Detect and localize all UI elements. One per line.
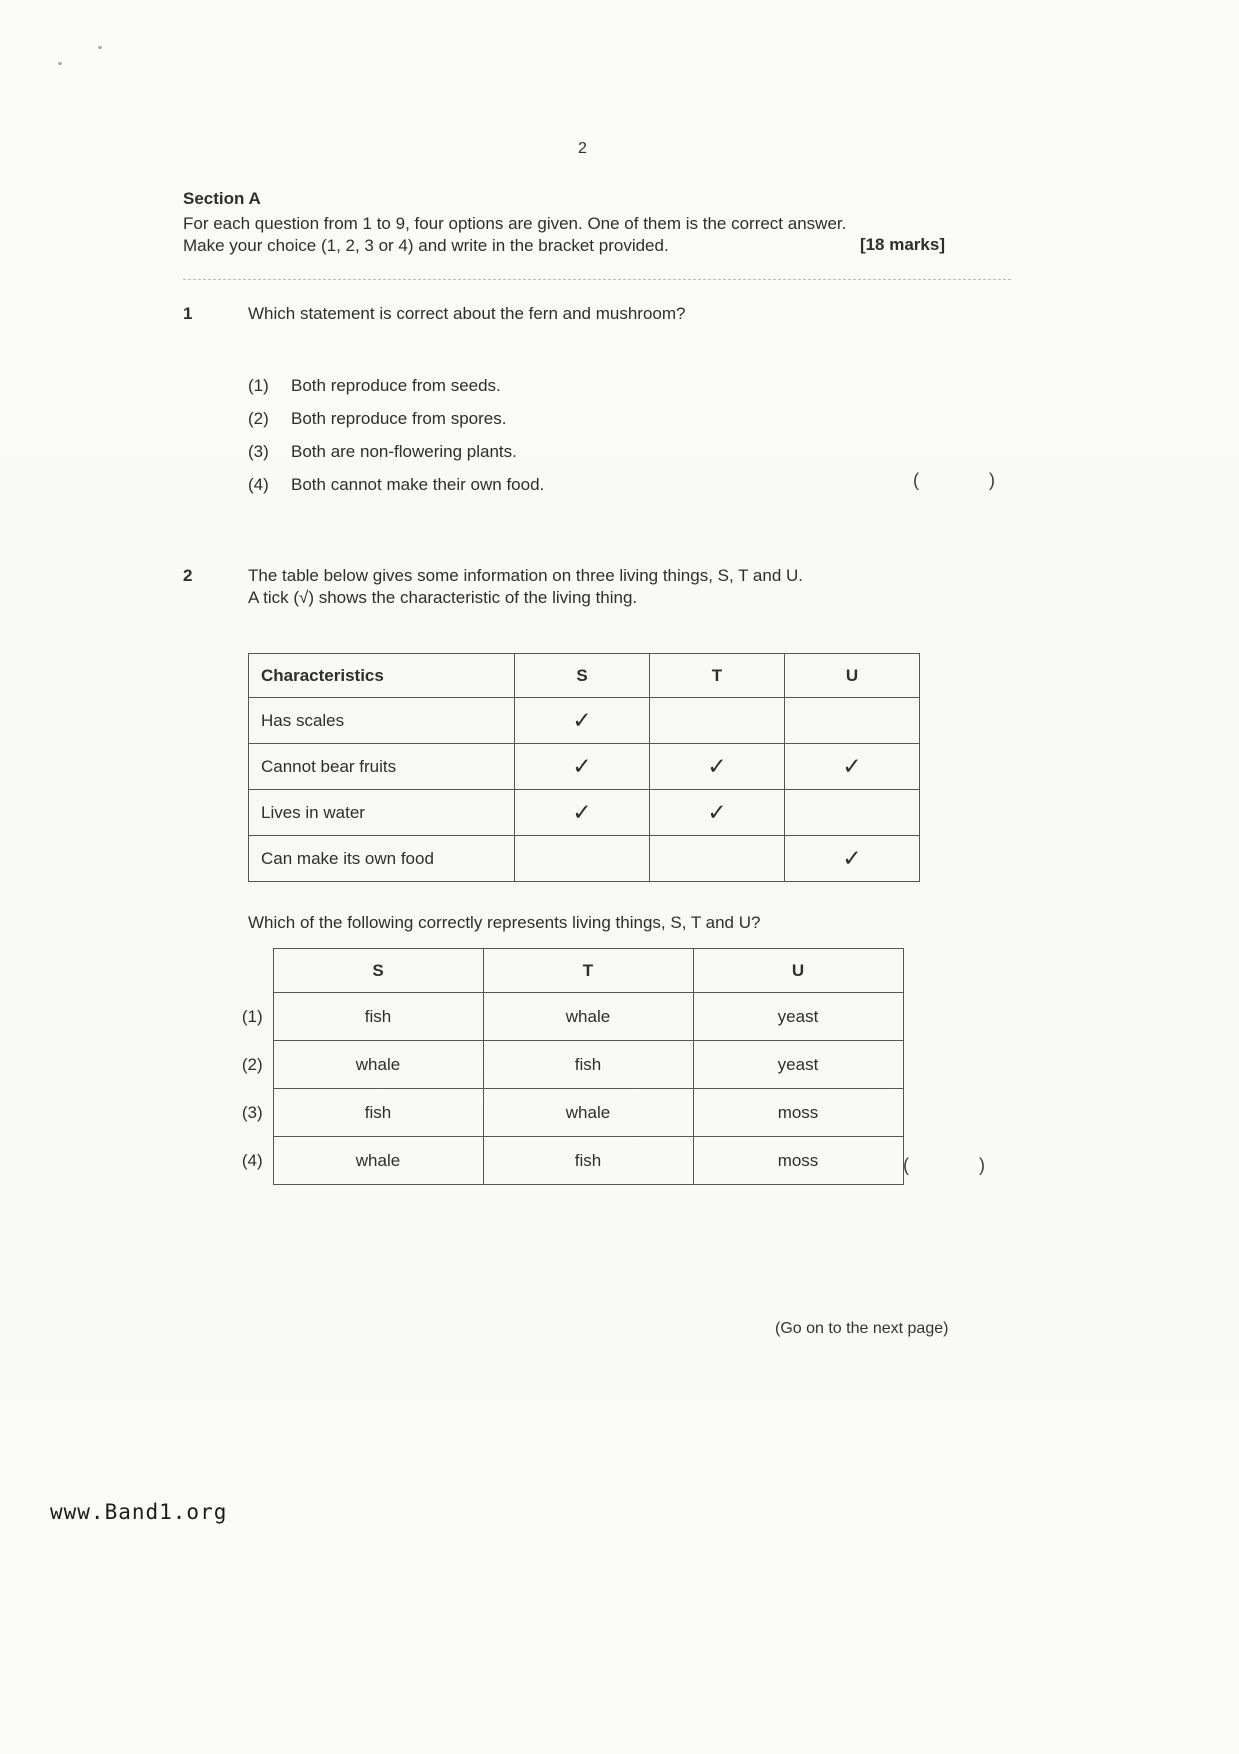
page-number: 2 <box>578 140 587 157</box>
header-u: U <box>785 654 920 698</box>
scan-speck <box>98 46 102 49</box>
section-instructions <box>183 213 945 257</box>
cell-u: moss <box>693 1137 903 1185</box>
tick-cell-s <box>515 836 650 882</box>
section-title: Section A <box>183 189 261 208</box>
option-label: (2) <box>248 409 269 428</box>
answer-bracket-q1 <box>913 470 995 491</box>
instruction-line: For each question from 1 to 9, four options are given. One of them is the correct answer. <box>183 214 847 233</box>
tick-cell-t <box>650 698 785 744</box>
bracket-open: ( <box>913 470 919 490</box>
question-text-line: The table below gives some information on three living things, S, T and U. <box>248 566 804 585</box>
characteristics-table <box>248 653 920 882</box>
cell-u: moss <box>693 1089 903 1137</box>
answer-bracket-q2 <box>903 1155 985 1176</box>
cell-s: whale <box>273 1041 483 1089</box>
header-s: S <box>273 949 483 993</box>
table-row <box>236 993 903 1041</box>
question-1 <box>183 303 1183 507</box>
table-header-row <box>249 654 920 698</box>
tick-cell-u <box>785 790 920 836</box>
row-label: (3) <box>241 1102 263 1122</box>
table-row <box>249 744 920 790</box>
table-row <box>249 698 920 744</box>
scan-artifact-line <box>183 279 1011 280</box>
header-u: U <box>693 949 903 993</box>
question-text: Which statement is correct about the fern and mushroom? <box>248 304 686 323</box>
characteristic-cell: Has scales <box>249 698 515 744</box>
cell-t: whale <box>483 993 693 1041</box>
question-text-line: A tick (√) shows the characteristic of the living thing. <box>248 588 638 607</box>
cell-t: fish <box>483 1137 693 1185</box>
characteristic-cell: Lives in water <box>249 790 515 836</box>
question-number: 1 <box>183 304 193 323</box>
option-label: (1) <box>248 376 269 395</box>
cell-s: fish <box>273 993 483 1041</box>
question-number: 2 <box>183 566 193 585</box>
cell-t: whale <box>483 1089 693 1137</box>
answer-options-table <box>236 948 904 1185</box>
characteristic-cell: Can make its own food <box>249 836 515 882</box>
bracket-open: ( <box>903 1155 909 1175</box>
option-row <box>248 408 1183 441</box>
section-header <box>183 188 945 257</box>
table-row <box>249 836 920 882</box>
marks-label: [18 marks] <box>859 235 945 254</box>
tick-cell-s: ✓ <box>515 744 650 790</box>
row-label: (4) <box>241 1150 263 1170</box>
table-row <box>236 1041 903 1089</box>
option-text: Both reproduce from seeds. <box>291 376 501 395</box>
tick-cell-u: ✓ <box>785 836 920 882</box>
bracket-close: ) <box>989 470 995 490</box>
question-options <box>248 375 1183 507</box>
header-characteristics: Characteristics <box>249 654 515 698</box>
scan-speck <box>58 62 62 65</box>
option-label: (4) <box>248 475 269 494</box>
tick-cell-u <box>785 698 920 744</box>
tick-cell-s: ✓ <box>515 790 650 836</box>
option-row <box>248 474 1183 507</box>
row-label: (2) <box>241 1054 263 1074</box>
cell-u: yeast <box>693 1041 903 1089</box>
row-label: (1) <box>241 1006 263 1026</box>
cell-s: fish <box>273 1089 483 1137</box>
table-header-row <box>236 949 903 993</box>
characteristic-cell: Cannot bear fruits <box>249 744 515 790</box>
bracket-close: ) <box>979 1155 985 1175</box>
header-t: T <box>483 949 693 993</box>
cell-u: yeast <box>693 993 903 1041</box>
table-row <box>236 1089 903 1137</box>
footer-url: www.Band1.org <box>50 1500 228 1524</box>
tick-cell-u: ✓ <box>785 744 920 790</box>
tick-cell-t: ✓ <box>650 790 785 836</box>
option-text: Both are non-flowering plants. <box>291 442 517 461</box>
option-row <box>248 375 1183 408</box>
tick-cell-s: ✓ <box>515 698 650 744</box>
sub-question-text: Which of the following correctly represents living things, S, T and U? <box>248 913 761 932</box>
option-label: (3) <box>248 442 269 461</box>
question-2 <box>183 565 1193 1185</box>
option-row <box>248 441 1183 474</box>
header-t: T <box>650 654 785 698</box>
cell-s: whale <box>273 1137 483 1185</box>
tick-cell-t <box>650 836 785 882</box>
option-text: Both cannot make their own food. <box>291 475 545 494</box>
table-row <box>249 790 920 836</box>
cell-t: fish <box>483 1041 693 1089</box>
table-row <box>236 1137 903 1185</box>
tick-cell-t: ✓ <box>650 744 785 790</box>
instruction-line: Make your choice (1, 2, 3 or 4) and write in the bracket provided. <box>183 236 669 255</box>
next-page-note: (Go on to the next page) <box>775 1320 949 1337</box>
option-text: Both reproduce from spores. <box>291 409 507 428</box>
header-spacer <box>236 949 273 993</box>
header-s: S <box>515 654 650 698</box>
